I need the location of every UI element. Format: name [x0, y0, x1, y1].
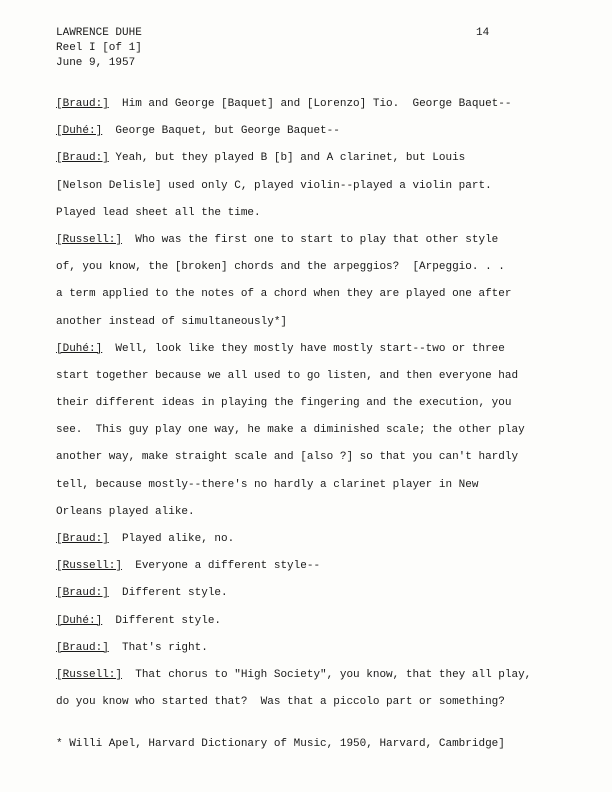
transcript-line — [56, 444, 586, 471]
reel-label: Reel I [of 1] — [56, 42, 142, 54]
speaker-label: [Braud:] — [56, 641, 109, 654]
speaker-label: [Duhé:] — [56, 614, 103, 627]
speaker-label: [Braud:] — [56, 98, 109, 110]
transcript-line — [56, 118, 586, 145]
line-text: their different ideas in playing the fingering and the execution, you — [56, 397, 512, 410]
line-text: Yeah, but they played B [b] and A clarinet, but Louis — [108, 152, 466, 165]
line-text: Well, look like they mostly have mostly start--two or three — [102, 342, 505, 355]
transcript-line — [56, 608, 586, 635]
line-text: another way, make straight scale and [also ?] so that you can't hardly — [56, 451, 519, 464]
line-text: Different style. — [108, 587, 228, 600]
line-text: see. This guy play one way, he make a diminished scale; the other play — [56, 424, 525, 437]
line-text: Played alike, no. — [108, 533, 235, 545]
speaker-label: [Braud:] — [56, 533, 109, 545]
transcript-line — [56, 254, 586, 281]
line-text: do you know who started that? Was that a piccolo part or something? — [56, 696, 505, 709]
line-text: That chorus to "High Society", you know, that they all play, — [122, 668, 532, 681]
speaker-label: [Russell:] — [56, 233, 123, 246]
line-text: Who was the first one to start to play that other style — [122, 233, 499, 246]
transcript-line — [56, 227, 586, 254]
transcript-line — [56, 390, 586, 417]
transcript-line — [56, 363, 586, 390]
speaker-label: [Duhé:] — [56, 342, 103, 355]
footnote: * Willi Apel, Harvard Dictionary of Music, 1950, Harvard, Cambridge] — [56, 738, 505, 750]
line-text: Different style. — [102, 614, 222, 627]
line-text: Played lead sheet all the time. — [56, 206, 261, 219]
transcript-line — [56, 173, 586, 200]
transcript-line — [56, 635, 586, 662]
line-text: a term applied to the notes of a chord when they are played one after — [56, 288, 512, 301]
line-text: tell, because mostly--there's no hardly a clarinet player in New — [56, 478, 479, 491]
transcript-line — [56, 553, 586, 580]
line-text: Him and George [Baquet] and [Lorenzo] Tio. George Baquet-- — [108, 98, 512, 110]
line-text: [Nelson Delisle] used only C, played violin--played a violin part. — [56, 179, 492, 192]
page-number: 14 — [476, 27, 490, 39]
transcript-line — [56, 499, 586, 526]
line-text: of, you know, the [broken] chords and the arpeggios? [Arpeggio. . . — [56, 261, 505, 274]
transcript-line — [56, 472, 586, 499]
speaker-label: [Russell:] — [56, 560, 123, 573]
speaker-label: [Duhé:] — [56, 125, 103, 138]
interview-date: June 9, 1957 — [56, 57, 136, 69]
transcript-line — [56, 336, 586, 363]
line-text: George Baquet, but George Baquet-- — [102, 125, 340, 138]
transcript-line — [56, 145, 586, 172]
line-text: start together because we all used to go listen, and then everyone had — [56, 369, 519, 382]
transcript-line — [56, 580, 586, 607]
transcript-line — [56, 200, 586, 227]
speaker-label: [Braud:] — [56, 152, 109, 165]
interviewee-name: LAWRENCE DUHE — [56, 27, 142, 39]
line-text: That's right. — [108, 641, 208, 654]
line-text: another instead of simultaneously*] — [56, 315, 288, 328]
transcript-line — [56, 526, 586, 553]
transcript-line — [56, 417, 586, 444]
transcript-line — [56, 91, 586, 118]
transcript-line — [56, 281, 586, 308]
transcript-line — [56, 309, 586, 336]
transcript-body — [56, 91, 586, 716]
transcript-line — [56, 689, 586, 716]
speaker-label: [Braud:] — [56, 587, 109, 600]
line-text: Orleans played alike. — [56, 505, 195, 518]
speaker-label: [Russell:] — [56, 668, 123, 681]
document-header — [56, 26, 142, 71]
transcript-line — [56, 662, 586, 689]
line-text: Everyone a different style-- — [122, 560, 321, 573]
